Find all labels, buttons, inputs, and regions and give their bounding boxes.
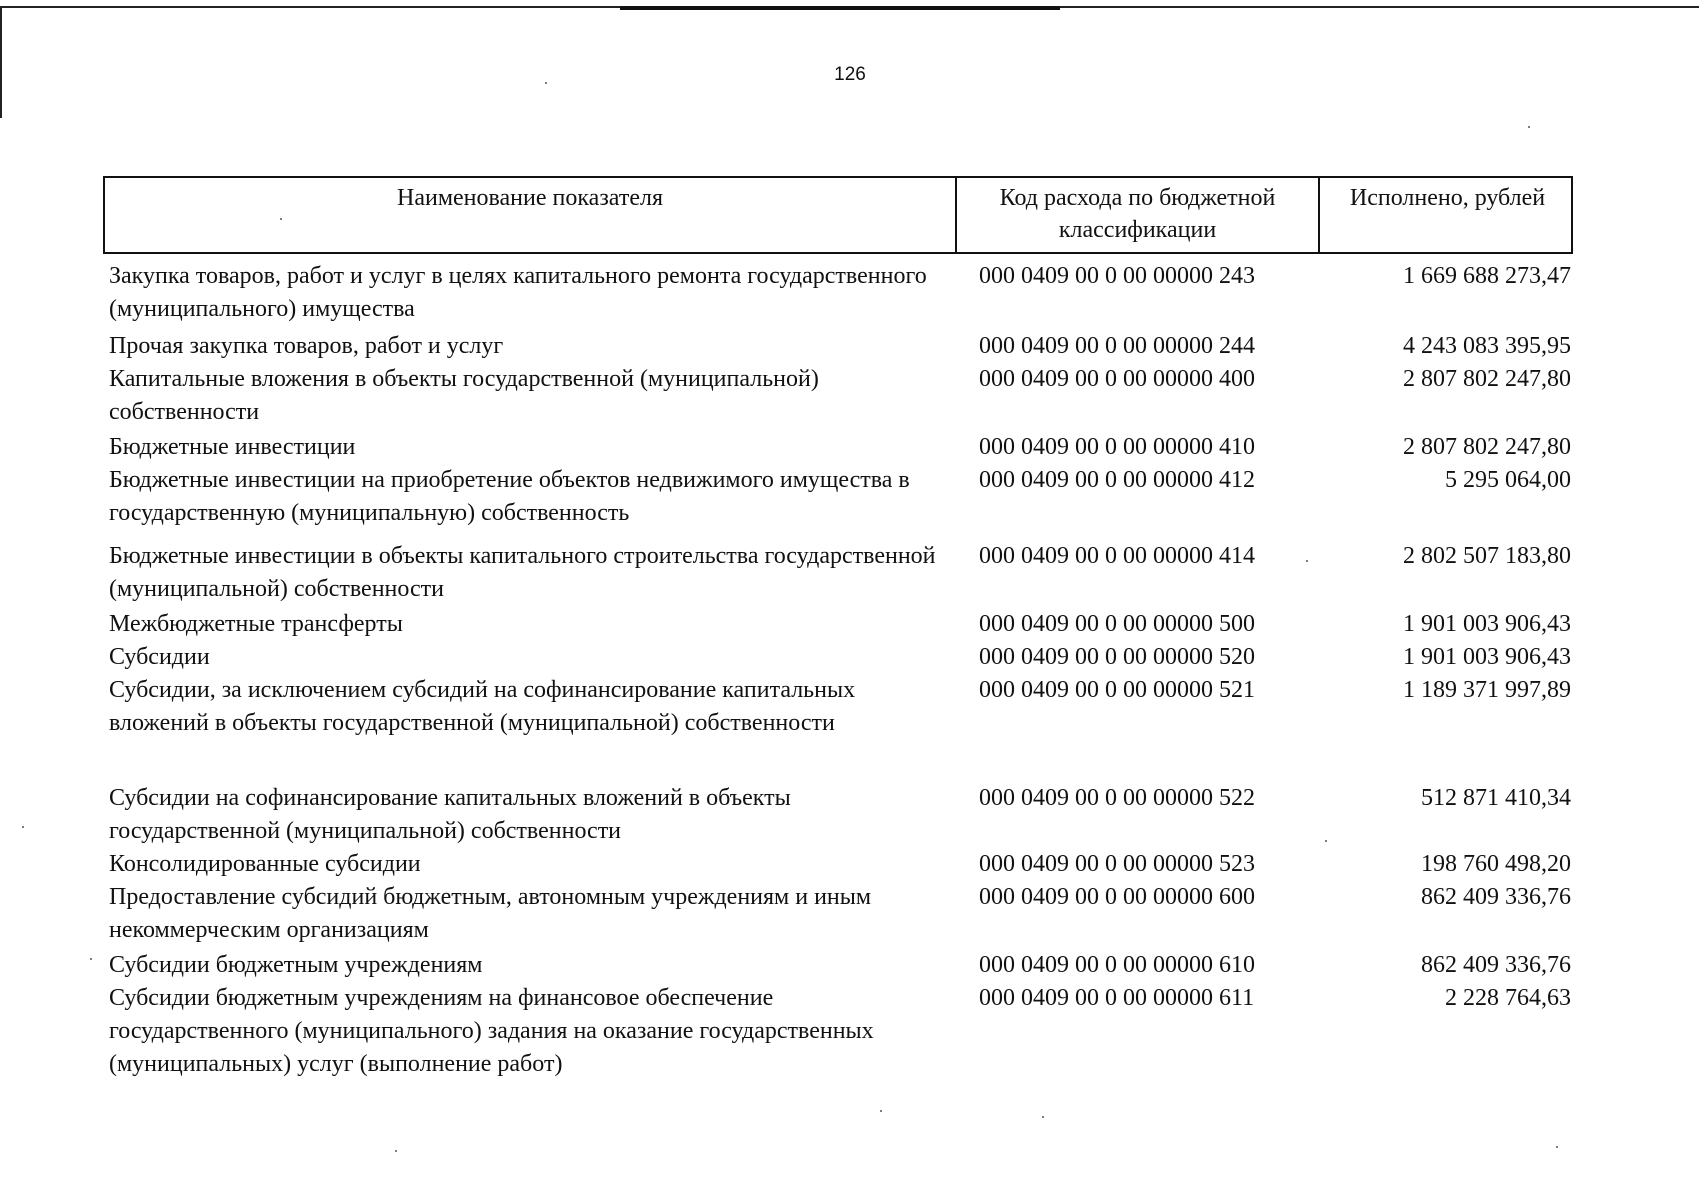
table-row bbox=[103, 464, 1573, 530]
row-amount: 1 901 003 906,43 bbox=[1403, 644, 1571, 670]
row-amount: 5 295 064,00 bbox=[1445, 467, 1571, 493]
table-row bbox=[103, 260, 1573, 326]
scan-speck bbox=[1042, 1116, 1044, 1118]
row-code: 000 0409 00 0 00 00000 610 bbox=[979, 952, 1255, 978]
row-code: 000 0409 00 0 00 00000 400 bbox=[979, 366, 1255, 392]
row-amount: 1 901 003 906,43 bbox=[1403, 611, 1571, 637]
row-code: 000 0409 00 0 00 00000 521 bbox=[979, 677, 1255, 703]
scan-speck bbox=[545, 82, 547, 84]
scan-speck bbox=[1556, 1146, 1558, 1148]
row-amount: 862 409 336,76 bbox=[1421, 952, 1571, 978]
table-row bbox=[103, 674, 1573, 740]
row-amount: 2 807 802 247,80 bbox=[1403, 366, 1571, 392]
row-code: 000 0409 00 0 00 00000 500 bbox=[979, 611, 1255, 637]
row-amount: 198 760 498,20 bbox=[1421, 851, 1571, 877]
row-amount: 1 189 371 997,89 bbox=[1403, 677, 1571, 703]
row-name: Прочая закупка товаров, работ и услуг bbox=[109, 333, 504, 359]
row-code: 000 0409 00 0 00 00000 243 bbox=[979, 263, 1255, 289]
row-name: Субсидии на софинансирование капитальных вложений в объекты государственной (муниципальной) собственности bbox=[109, 785, 791, 844]
row-code: 000 0409 00 0 00 00000 410 bbox=[979, 434, 1255, 460]
scan-speck bbox=[880, 1110, 882, 1112]
header-expense-code: Код расхода по бюджетной классификации bbox=[955, 178, 1318, 252]
row-name: Бюджетные инвестиции bbox=[109, 434, 356, 460]
table-row bbox=[103, 330, 1573, 363]
table-row bbox=[103, 982, 1573, 1081]
row-name: Бюджетные инвестиции на приобретение объектов недвижимого имущества в государственную (муниципальную) собственность bbox=[109, 467, 910, 526]
budget-table bbox=[103, 176, 1573, 1081]
scan-speck bbox=[22, 826, 24, 828]
header-indicator-name: Наименование показателя bbox=[397, 185, 663, 211]
header-executed-amount: Исполнено, рублей bbox=[1318, 178, 1575, 252]
row-amount: 4 243 083 395,95 bbox=[1403, 333, 1571, 359]
table-row bbox=[103, 782, 1573, 848]
row-name: Капитальные вложения в объекты государственной (муниципальной) собственности bbox=[109, 366, 819, 425]
row-code: 000 0409 00 0 00 00000 522 bbox=[979, 785, 1255, 811]
table-row bbox=[103, 363, 1573, 429]
row-amount: 1 669 688 273,47 bbox=[1403, 263, 1571, 289]
table-row bbox=[103, 949, 1573, 982]
table-row bbox=[103, 848, 1573, 881]
row-code: 000 0409 00 0 00 00000 600 bbox=[979, 884, 1255, 910]
row-name: Субсидии бюджетным учреждениям bbox=[109, 952, 483, 978]
row-code: 000 0409 00 0 00 00000 244 bbox=[979, 333, 1255, 359]
row-name: Бюджетные инвестиции в объекты капитального строительства государственной (муниципальной) собственности bbox=[109, 543, 936, 602]
row-code: 000 0409 00 0 00 00000 414 bbox=[979, 543, 1255, 569]
scan-border-top-mark bbox=[620, 6, 1060, 10]
row-amount: 2 802 507 183,80 bbox=[1403, 543, 1571, 569]
row-name: Субсидии бюджетным учреждениям на финансовое обеспечение государственного (муниципального) задания на оказание государственных (муниципальных) услуг (выполнение работ) bbox=[109, 985, 874, 1077]
row-name: Субсидии bbox=[109, 644, 210, 670]
table-row bbox=[103, 431, 1573, 464]
row-code: 000 0409 00 0 00 00000 523 bbox=[979, 851, 1255, 877]
row-amount: 512 871 410,34 bbox=[1421, 785, 1571, 811]
row-amount: 2 228 764,63 bbox=[1445, 985, 1571, 1011]
table-row bbox=[103, 608, 1573, 641]
table-row bbox=[103, 540, 1573, 606]
row-code: 000 0409 00 0 00 00000 520 bbox=[979, 644, 1255, 670]
row-name: Закупка товаров, работ и услуг в целях капитального ремонта государственного (муниципального) имущества bbox=[109, 263, 927, 322]
row-amount: 2 807 802 247,80 bbox=[1403, 434, 1571, 460]
table-body bbox=[103, 254, 1573, 1081]
row-name: Предоставление субсидий бюджетным, автономным учреждениям и иным некоммерческим организациям bbox=[109, 884, 872, 943]
table-row bbox=[103, 641, 1573, 674]
row-name: Субсидии, за исключением субсидий на софинансирование капитальных вложений в объекты государственной (муниципальной) собственности bbox=[109, 677, 856, 736]
row-code: 000 0409 00 0 00 00000 611 bbox=[979, 985, 1255, 1011]
row-name: Межбюджетные трансферты bbox=[109, 611, 403, 637]
scan-speck bbox=[1528, 126, 1530, 128]
page-number: 126 bbox=[834, 64, 866, 85]
row-name: Консолидированные субсидии bbox=[109, 851, 421, 877]
row-code: 000 0409 00 0 00 00000 412 bbox=[979, 467, 1255, 493]
table-header bbox=[103, 176, 1573, 254]
table-row bbox=[103, 881, 1573, 947]
scan-border-left bbox=[0, 8, 2, 118]
scan-speck bbox=[395, 1150, 397, 1152]
scan-speck bbox=[90, 958, 92, 960]
row-amount: 862 409 336,76 bbox=[1421, 884, 1571, 910]
